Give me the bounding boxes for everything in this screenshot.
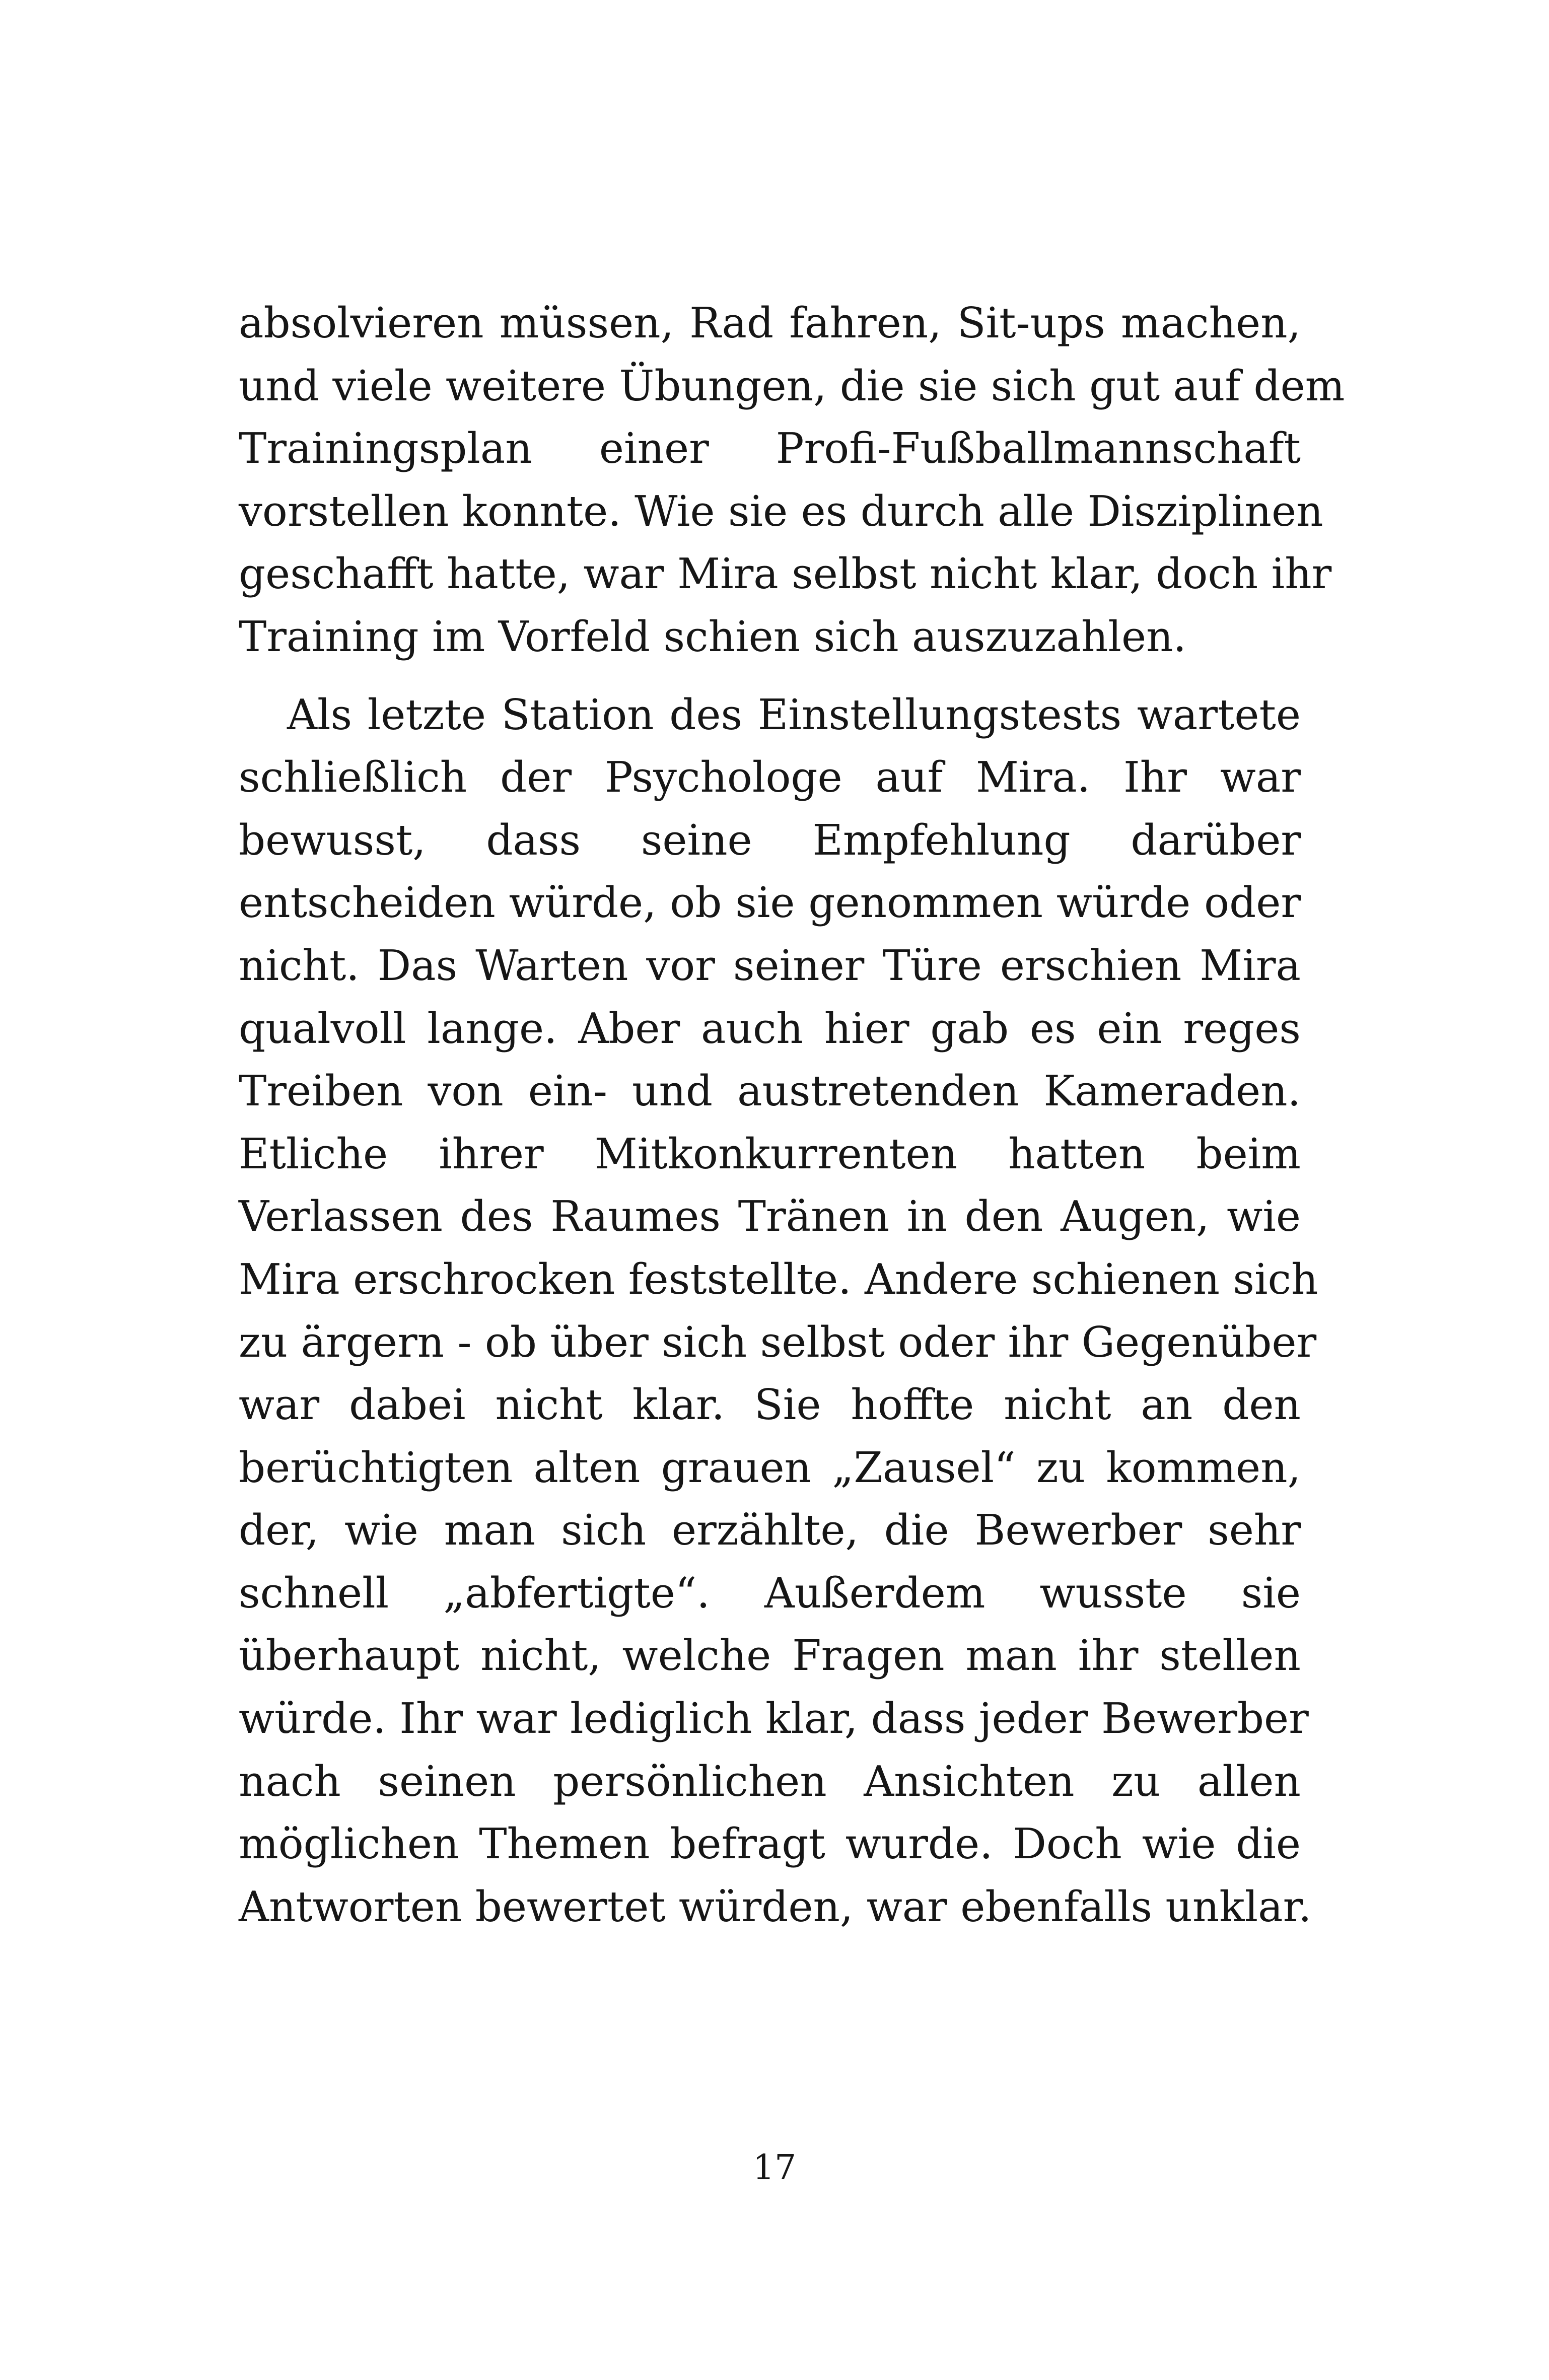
paragraph-spacer [239, 669, 1301, 684]
text-line: der, wie man sich erzählte, die Bewerber sehr [239, 1506, 1301, 1555]
text-line: berüchtigten alten grauen „Zausel“ zu kommen, [239, 1443, 1301, 1492]
text-line: möglichen Themen befragt wurde. Doch wie die [239, 1819, 1301, 1869]
paragraph [239, 684, 1318, 1939]
text-line: bewusst, dass seine Empfehlung darüber [239, 815, 1301, 865]
text-line: Mira erschrocken feststellte. Andere schienen sich [239, 1254, 1318, 1304]
text-line: und viele weitere Übungen, die sie sich gut auf dem [239, 361, 1345, 410]
paragraph [239, 292, 1345, 669]
page-number: 17 [752, 2148, 797, 2188]
text-line: Antworten bewertet würden, war ebenfalls unklar. [239, 1882, 1312, 1931]
text-line: würde. Ihr war lediglich klar, dass jeder Bewerber [239, 1694, 1309, 1743]
text-line: war dabei nicht klar. Sie hoffte nicht an den [239, 1380, 1301, 1430]
text-line: qualvoll lange. Aber auch hier gab es ein reges [239, 1004, 1301, 1053]
text-line: schnell „abfertigte“. Außerdem wusste sie [239, 1568, 1301, 1618]
text-line: absolvieren müssen, Rad fahren, Sit-ups machen, [239, 299, 1301, 347]
text-line: nicht. Das Warten vor seiner Türe erschien Mira [239, 941, 1301, 990]
text-line: Training im Vorfeld schien sich auszuzahlen. [239, 612, 1186, 661]
text-line: zu ärgern - ob über sich selbst oder ihr Gegenüber [239, 1317, 1317, 1367]
text-line: Trainingsplan einer Profi-Fußballmannschaft [239, 424, 1301, 473]
body-text [239, 292, 1345, 1938]
text-line: überhaupt nicht, welche Fragen man ihr stellen [239, 1631, 1301, 1681]
text-line: vorstellen konnte. Wie sie es durch alle Disziplinen [239, 486, 1323, 536]
text-line: Verlassen des Raumes Tränen in den Augen, wie [239, 1192, 1301, 1241]
text-line: schließlich der Psychologe auf Mira. Ihr war [239, 753, 1301, 802]
text-line: Etliche ihrer Mitkonkurrenten hatten beim [239, 1129, 1301, 1178]
text-line: entscheiden würde, ob sie genommen würde oder [239, 878, 1301, 928]
text-line: nach seinen persönlichen Ansichten zu allen [239, 1757, 1301, 1806]
text-line: Als letzte Station des Einstellungstests wartete [287, 690, 1301, 739]
text-line: geschafft hatte, war Mira selbst nicht klar, doch ihr [239, 549, 1332, 599]
text-line: Treiben von ein- und austretenden Kameraden. [239, 1067, 1301, 1116]
